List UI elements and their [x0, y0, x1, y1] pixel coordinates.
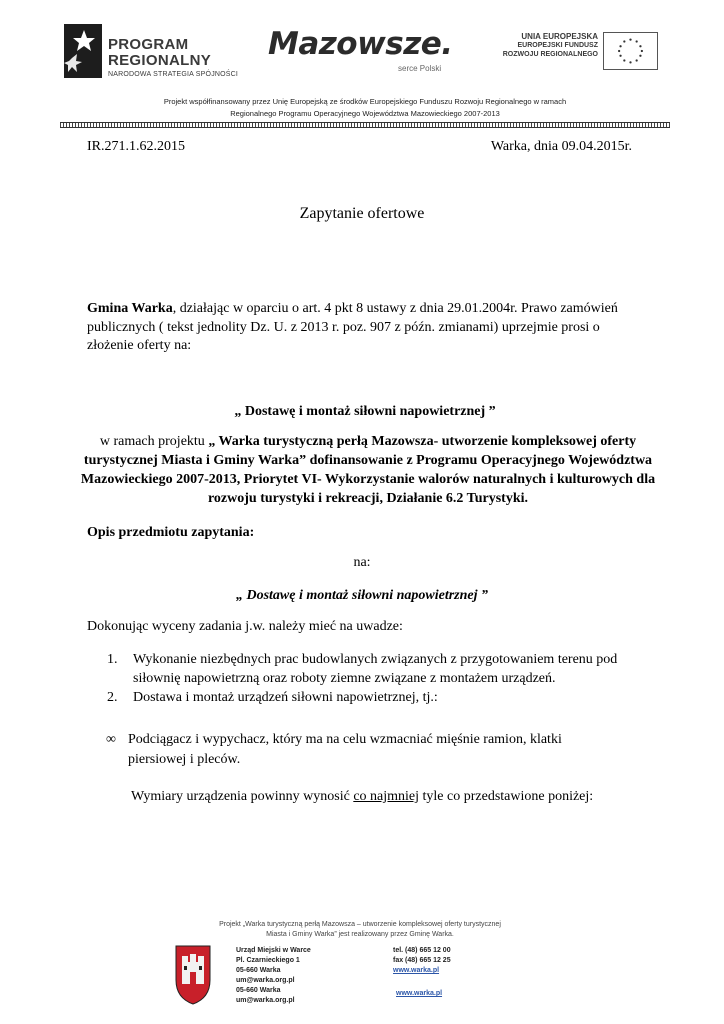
- program-title-line1: PROGRAM: [108, 36, 189, 53]
- project-paragraph: [78, 432, 658, 508]
- subject-italic: „ Dostawę i montaż siłowni napowietrznej ”: [235, 588, 489, 603]
- header-divider: [60, 122, 670, 128]
- program-title-line2: REGIONALNY: [108, 52, 212, 69]
- na-label: na:: [353, 555, 371, 570]
- footer-project-line1: Projekt „Warka turystyczną perłą Mazowsza – utworzenie kompleksowej oferty turystycznej: [219, 921, 501, 928]
- eu-flag-icon: [603, 32, 658, 70]
- address-line1: Urząd Miejski w Warce: [236, 947, 311, 954]
- address-line2: Pl. Czarnieckiego 1: [236, 957, 300, 964]
- list-item: [107, 650, 652, 688]
- intro-paragraph: [87, 300, 647, 356]
- eu-line3: ROZWOJU REGIONALNEGO: [502, 51, 598, 58]
- description-heading: Opis przedmiotu zapytania:: [87, 525, 255, 540]
- mazowsze-wordmark: Mazowsze.: [268, 26, 453, 62]
- page-title: Zapytanie ofertowe: [299, 205, 425, 222]
- reference-number: IR.271.1.62.2015: [87, 139, 185, 154]
- eu-line1: UNIA EUROPEJSKA: [521, 32, 598, 41]
- dimensions-note: [131, 789, 593, 805]
- infinity-bullet-icon: ∞: [106, 732, 116, 747]
- fax-number: fax (48) 665 12 25: [393, 957, 451, 964]
- footer-project-note: [150, 920, 570, 940]
- address-line4[interactable]: um@warka.org.pl: [236, 977, 295, 984]
- mazowsze-tagline: serce Polski: [398, 64, 442, 73]
- date-line: Warka, dnia 09.04.2015r.: [490, 139, 632, 154]
- project-prefix: w ramach projektu: [99, 434, 209, 449]
- intro-text: , działając w oparciu o art. 4 pkt 8 ustawy z dnia 29.01.2004r. Prawo zamówień publicznych ( tekst jednolity Dz. U. z 2013 r. poz. 907 z późn. zmianami) uprzejmie prosi o złożenie oferty na:: [87, 301, 618, 353]
- list-item-text: Wykonanie niezbędnych prac budowlanych związanych z przygotowaniem terenu pod siłownię napowietrzną oraz roboty ziemne związane z montażem urządzeń.: [133, 652, 618, 686]
- project-name: „ Warka turystyczną perłą Mazowsza- utworzenie kompleksowej oferty turystycznej Miasta i Gminy Warka” dofinansowanie z Programu Operacyjnego Województwa Mazowieckiego 2007-2013, Priorytet VI- Wykorzystanie walorów naturalnych i kulturowych dla rozwoju turystyki i rekreacji, Działanie 6.2 Turystyki.: [80, 434, 656, 506]
- warka-coat-of-arms-icon: [174, 944, 212, 1006]
- address-line6[interactable]: um@warka.org.pl: [236, 997, 295, 1004]
- dimensions-text-before: Wymiary urządzenia powinny wynosić: [131, 789, 354, 804]
- website-link-secondary[interactable]: www.warka.pl: [396, 990, 443, 997]
- list-item-number: 2.: [107, 690, 118, 705]
- eu-text: [503, 32, 598, 59]
- requirements-list: [107, 650, 652, 707]
- subject-line: „ Dostawę i montaż siłowni napowietrznej ”: [234, 404, 496, 419]
- equipment-bullet: [106, 730, 616, 770]
- program-subtitle: NARODOWA STRATEGIA SPÓJNOŚCI: [108, 71, 239, 78]
- program-regionalny-emblem-icon: [64, 24, 102, 78]
- footer-contact: [393, 946, 451, 976]
- mazowsze-logo: [268, 26, 468, 76]
- pricing-note: Dokonując wyceny zadania j.w. należy mieć na uwadze:: [87, 619, 403, 634]
- address-line3: 05-660 Warka: [236, 967, 281, 974]
- eu-line2: EUROPEJSKI FUNDUSZ: [517, 42, 598, 49]
- footer-project-line2: Miasta i Gminy Warka” jest realizowany przez Gminę Warka.: [266, 931, 454, 938]
- footer-address: [236, 946, 311, 1006]
- dimensions-underlined: co najmniej: [353, 789, 420, 804]
- cofinancing-line2: Regionalnego Programu Operacyjnego Województwa Mazowieckiego 2007-2013: [230, 109, 500, 118]
- eu-logo: [490, 32, 660, 77]
- cofinancing-note: [60, 96, 670, 120]
- dimensions-text-after: tyle co przedstawione poniżej:: [419, 789, 594, 804]
- list-item-text: Dostawa i montaż urządzeń siłowni napowietrznej, tj.:: [133, 690, 438, 705]
- list-item-number: 1.: [107, 652, 118, 667]
- equipment-text: Podciągacz i wypychacz, który ma na celu wzmacniać mięśnie ramion, klatki piersiowej i pleców.: [128, 732, 562, 767]
- website-link[interactable]: www.warka.pl: [393, 967, 440, 974]
- intro-entity: Gmina Warka: [87, 301, 173, 316]
- phone-number: tel. (48) 665 12 00: [393, 947, 451, 954]
- address-line5: 05-660 Warka: [236, 987, 281, 994]
- cofinancing-line1: Projekt współfinansowany przez Unię Europejską ze środków Europejskiego Funduszu Rozwoju Regionalnego w ramach: [163, 97, 567, 106]
- program-regionalny-logo: [64, 24, 249, 82]
- list-item: [107, 688, 652, 707]
